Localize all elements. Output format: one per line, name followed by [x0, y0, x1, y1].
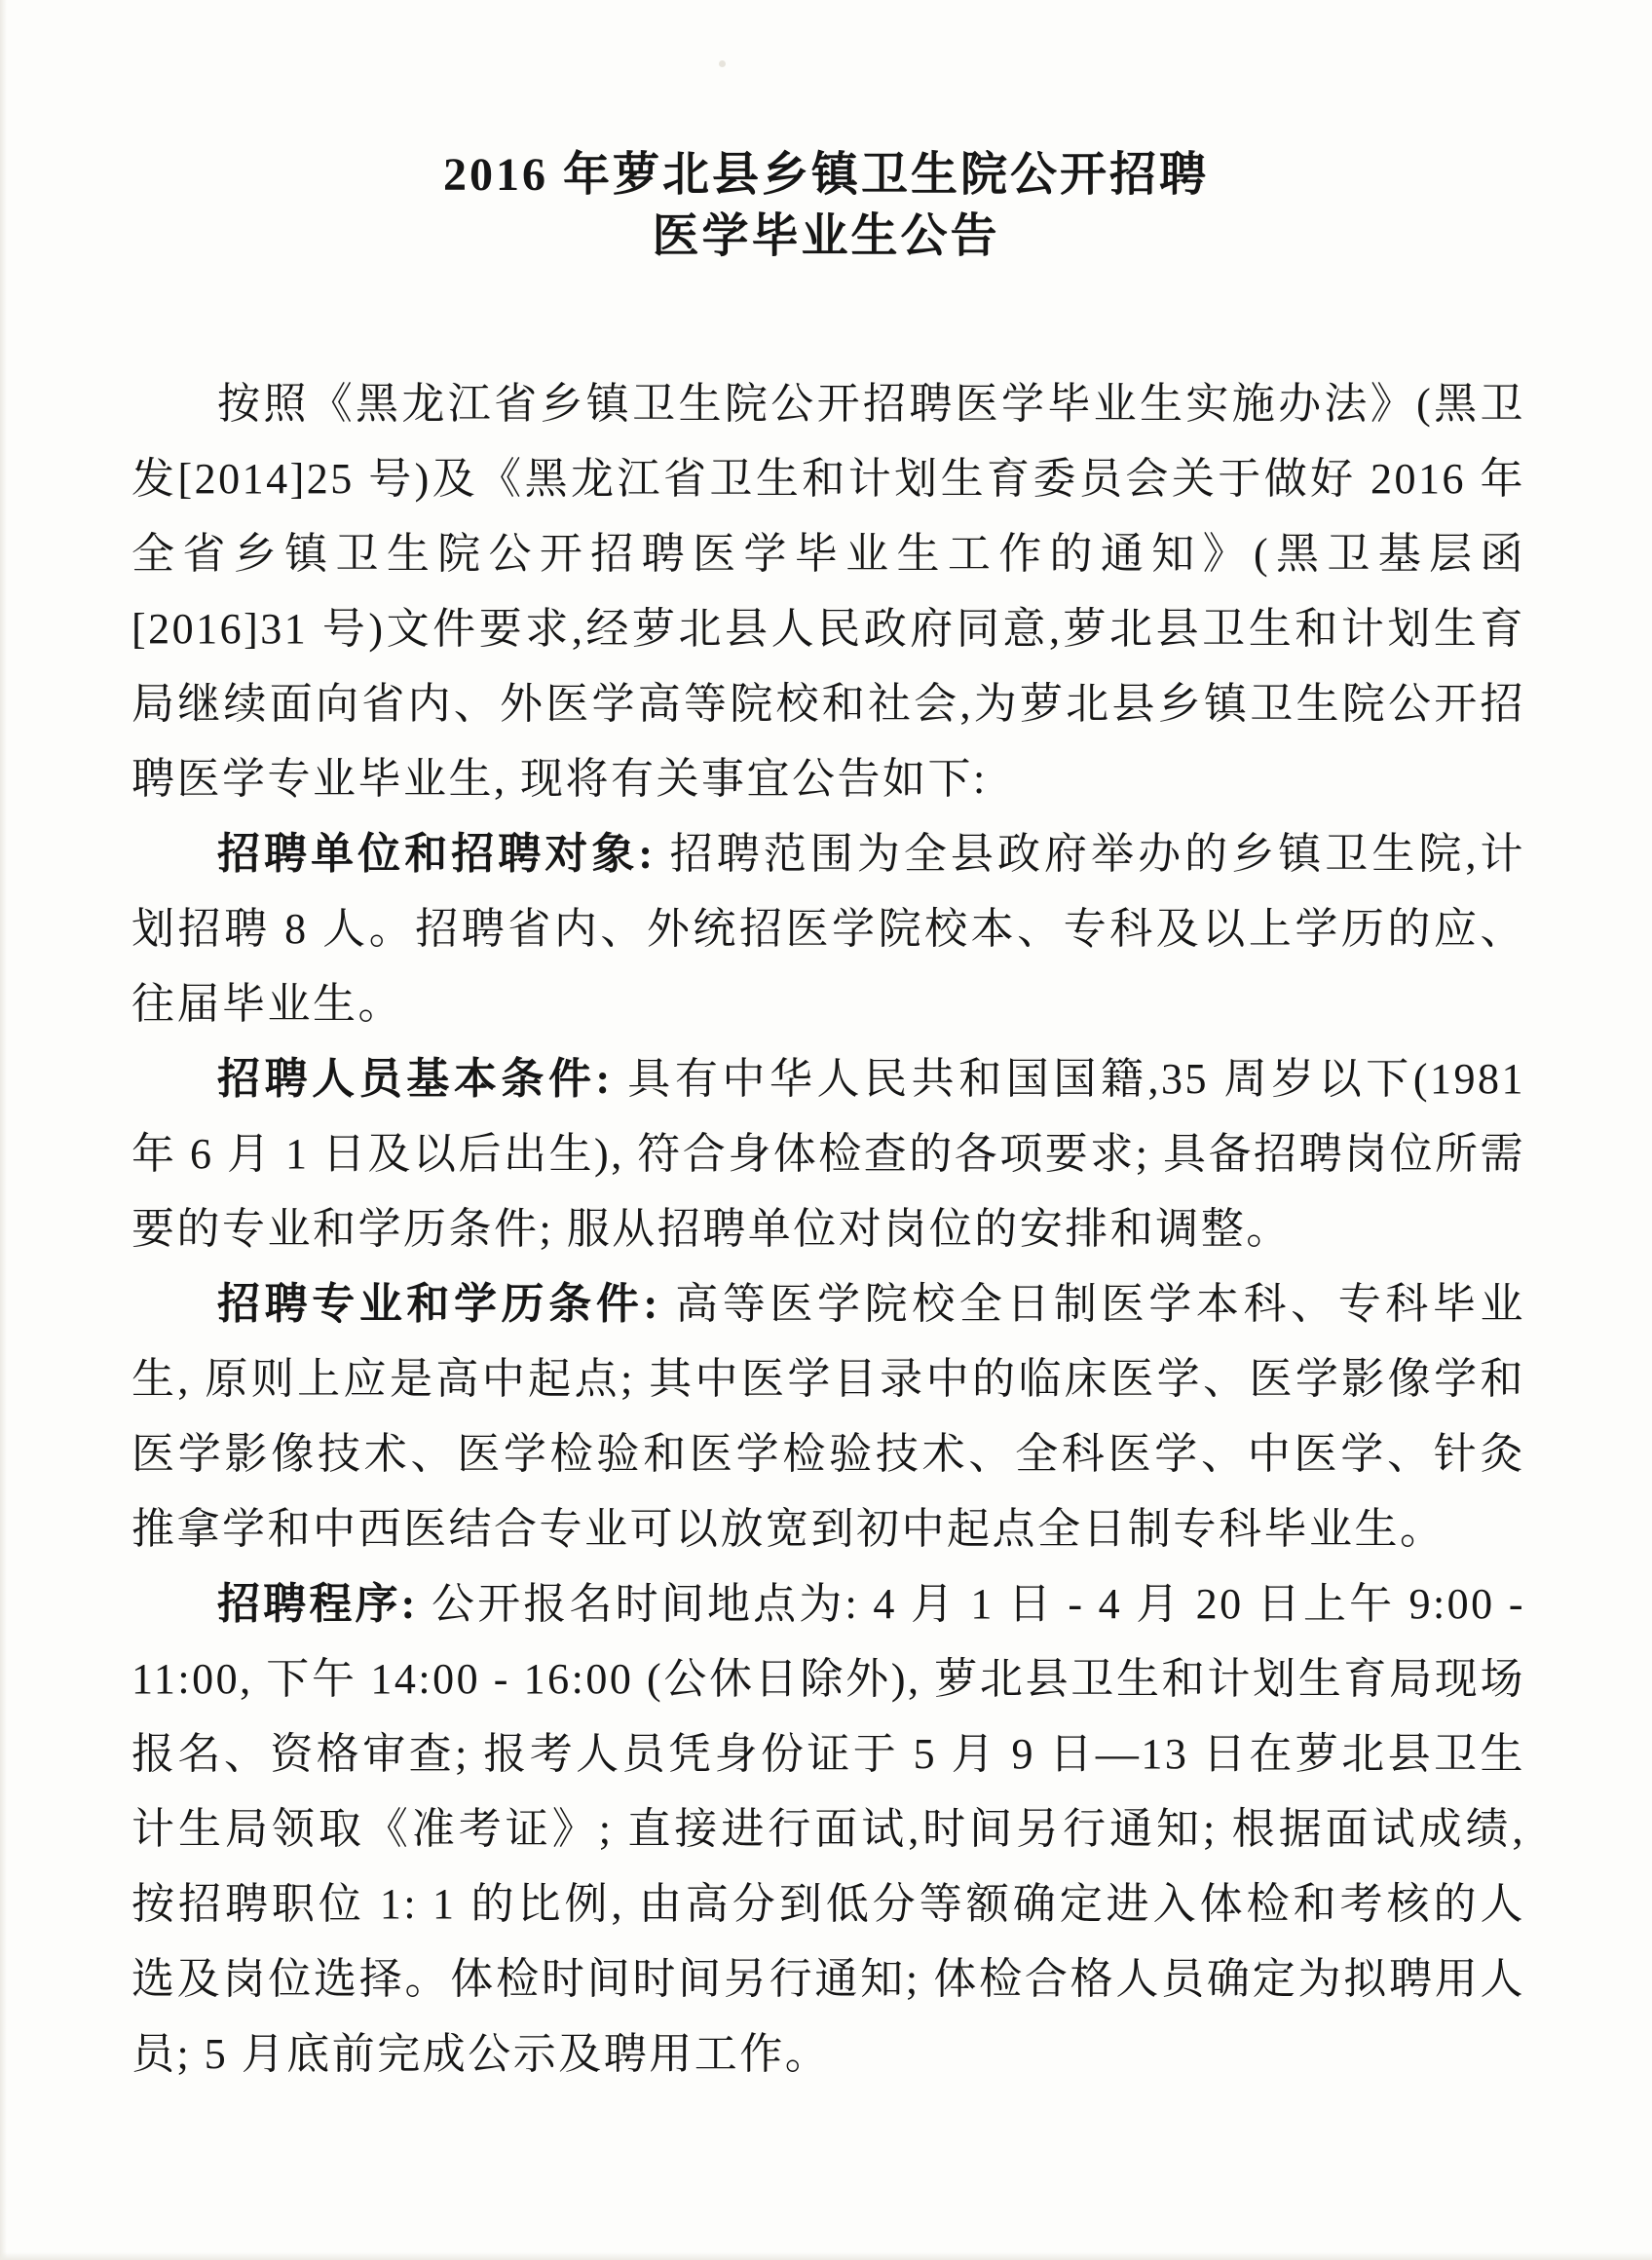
paragraph-lead: 招聘人员基本条件:	[217, 1055, 613, 1103]
paragraph-intro	[131, 366, 1525, 816]
scan-artifact	[719, 60, 726, 67]
paragraph-major-education	[131, 1266, 1525, 1566]
paragraph-basic-conditions	[131, 1041, 1525, 1266]
paragraph-text: 具有中华人民共和国国籍,35 周岁以下(1981 年 6 月 1 日及以后出生), 符合身体检查的各项要求; 具备招聘岗位所需要的专业和学历条件; 服从招聘单位对岗位的安排和调整。	[131, 1055, 1526, 1253]
paragraph-text: 按照《黑龙江省乡镇卫生院公开招聘医学毕业生实施办法》(黑卫发[2014]25 号)及《黑龙江省卫生和计划生育委员会关于做好 2016 年全省乡镇卫生院公开招聘医学毕业生工作的通知》(黑卫基层函[2016]31 号)文件要求,经萝北县人民政府同意,萝北县卫生和计划生育局继续面向省内、外医学高等院校和社会,为萝北县乡镇卫生院公开招聘医学专业毕业生, 现将有关事宜公告如下:	[131, 380, 1525, 803]
title-line-2: 医学毕业生公告	[652, 210, 1000, 262]
paragraph-lead: 招聘专业和学历条件:	[217, 1280, 660, 1328]
paragraph-text: 高等医学院校全日制医学本科、专科毕业生, 原则上应是高中起点; 其中医学目录中的临床医学、医学影像学和医学影像技术、医学检验和医学检验技术、全科医学、中医学、针灸推拿学和中西医结合专业可以放宽到初中起点全日制专科毕业生。	[131, 1280, 1526, 1553]
paragraph-text: 招聘范围为全县政府举办的乡镇卫生院,计划招聘 8 人。招聘省内、外统招医学院校本、专科及以上学历的应、往届毕业生。	[131, 830, 1526, 1028]
document-body	[131, 366, 1525, 2091]
paragraph-procedure	[131, 1566, 1525, 2091]
paragraph-lead: 招聘单位和招聘对象:	[217, 830, 656, 878]
document-title	[0, 144, 1652, 267]
paragraph-text: 公开报名时间地点为: 4 月 1 日 - 4 月 20 日上午 9:00 - 11:00, 下午 14:00 - 16:00 (公休日除外), 萝北县卫生和计划生育局现场报名、资格审查; 报考人员凭身份证于 5 月 9 日—13 日在萝北县卫生计生局领取《准考证》; 直接进行面试,时间另行通知; 根据面试成绩, 按招聘职位 1: 1 的比例, 由高分到低分等额确定进入体检和考核的人选及岗位选择。体检时间时间另行通知; 体检合格人员确定为拟聘用人员; 5 月底前完成公示及聘用工作。	[131, 1580, 1525, 2078]
title-line-1: 2016 年萝北县乡镇卫生院公开招聘	[442, 149, 1209, 201]
paragraph-recruit-units	[131, 816, 1525, 1041]
paragraph-lead: 招聘程序:	[217, 1580, 418, 1628]
